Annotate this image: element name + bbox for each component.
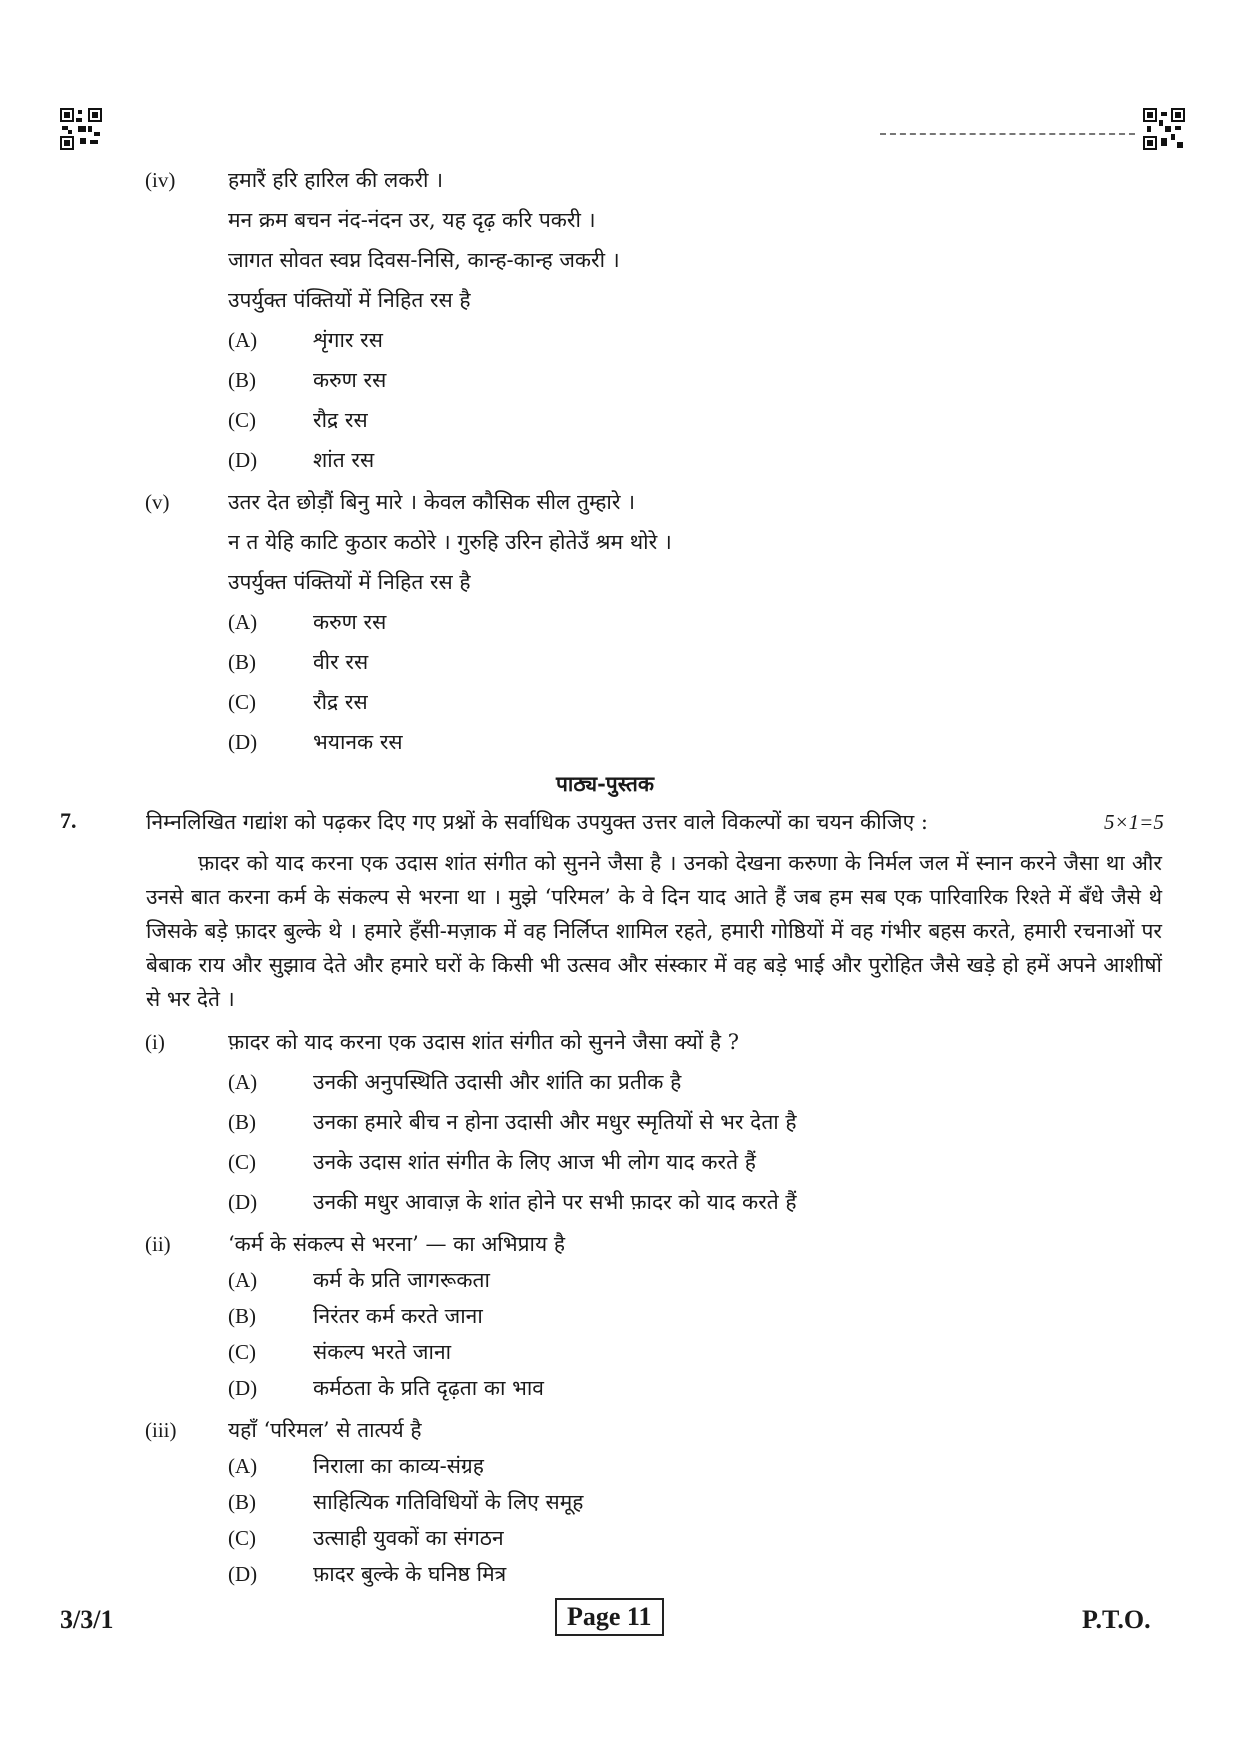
q7-iii-option-a-label: (A)	[228, 1454, 258, 1478]
q6-v-option-c-label: (C)	[228, 690, 256, 714]
q7-iii-option-d-label: (D)	[228, 1562, 258, 1586]
q7-iii-question: यहाँ ‘परिमल’ से तात्पर्य है	[228, 1418, 422, 1442]
q6-iv-option-b-label: (B)	[228, 368, 256, 392]
q7-instruction: निम्नलिखित गद्यांश को पढ़कर दिए गए प्रश्नों के सर्वाधिक उपयुक्त उत्तर वाले विकल्पों का चयन कीजिए :	[146, 810, 928, 834]
q6-iv-line-3: जागत सोवत स्वप्न दिवस-निसि, कान्ह-कान्ह जकरी ।	[228, 248, 620, 272]
qr-code-right	[1143, 108, 1185, 150]
q7-ii-option-c-text: संकल्प भरते जाना	[313, 1340, 452, 1364]
q6-iv-option-c-label: (C)	[228, 408, 256, 432]
q7-i-option-b-text: उनका हमारे बीच न होना उदासी और मधुर स्मृतियों से भर देता है	[313, 1110, 797, 1134]
q6-iv-line-2: मन क्रम बचन नंद-नंदन उर, यह दृढ़ करि पकरी ।	[228, 208, 596, 232]
q6-v-prompt: उपर्युक्त पंक्तियों में निहित रस है	[228, 570, 471, 594]
q6-v-line-1: उतर देत छोड़ौं बिनु मारे । केवल कौसिक सील तुम्हारे ।	[228, 490, 636, 514]
q6-v-label: (v)	[145, 490, 170, 514]
qr-code-left	[60, 108, 102, 150]
q7-iii-option-a-text: निराला का काव्य-संग्रह	[313, 1454, 484, 1478]
paper-code: 3/3/1	[60, 1605, 114, 1634]
q7-iii-label: (iii)	[145, 1418, 177, 1442]
pto-label: P.T.O.	[1082, 1605, 1151, 1634]
q7-number: 7.	[60, 808, 77, 833]
q7-i-label: (i)	[145, 1030, 165, 1054]
q7-i-option-c-text: उनके उदास शांत संगीत के लिए आज भी लोग याद करते हैं	[313, 1150, 756, 1174]
q7-i-option-a-text: उनकी अनुपस्थिति उदासी और शांति का प्रतीक है	[313, 1070, 682, 1094]
q6-v-option-b-label: (B)	[228, 650, 256, 674]
q6-v-line-2: न त येहि काटि कुठार कठोरे । गुरुहि उरिन होतेउँ श्रम थोरे ।	[228, 530, 672, 554]
q7-i-question: फ़ादर को याद करना एक उदास शांत संगीत को सुनने जैसा क्यों है ?	[228, 1030, 740, 1054]
q7-i-option-b-label: (B)	[228, 1110, 256, 1134]
q6-v-option-b-text: वीर रस	[313, 650, 369, 674]
q7-iii-option-b-label: (B)	[228, 1490, 256, 1514]
q6-iv-option-b-text: करुण रस	[313, 368, 387, 392]
q6-v-option-c-text: रौद्र रस	[313, 690, 368, 714]
q7-iii-option-b-text: साहित्यिक गतिविधियों के लिए समूह	[313, 1490, 584, 1514]
q6-iv-prompt: उपर्युक्त पंक्तियों में निहित रस है	[228, 288, 471, 312]
q7-iii-option-c-text: उत्साही युवकों का संगठन	[313, 1526, 504, 1550]
q7-ii-question: ‘कर्म के संकल्प से भरना’ — का अभिप्राय है	[228, 1232, 566, 1256]
section-heading: पाठ्य-पुस्तक	[556, 771, 654, 796]
q7-ii-option-a-label: (A)	[228, 1268, 258, 1292]
q7-i-option-c-label: (C)	[228, 1150, 256, 1174]
q7-iii-option-d-text: फ़ादर बुल्के के घनिष्ठ मित्र	[313, 1562, 507, 1586]
q6-v-option-d-text: भयानक रस	[313, 730, 403, 754]
q6-iv-option-c-text: रौद्र रस	[313, 408, 368, 432]
q6-iv-option-a-text: शृंगार रस	[313, 328, 383, 352]
q6-v-option-a-label: (A)	[228, 610, 258, 634]
q7-ii-option-a-text: कर्म के प्रति जागरूकता	[313, 1268, 490, 1292]
q6-iv-option-d-text: शांत रस	[313, 448, 375, 472]
q7-ii-option-b-text: निरंतर कर्म करते जाना	[313, 1304, 483, 1328]
q7-i-option-a-label: (A)	[228, 1070, 258, 1094]
q7-ii-option-b-label: (B)	[228, 1304, 256, 1328]
q7-marks: 5×1=5	[1104, 810, 1164, 834]
q6-iv-line-1: हमारैं हरि हारिल की लकरी ।	[228, 168, 444, 192]
header-dashed-line	[880, 133, 1135, 135]
q6-v-option-d-label: (D)	[228, 730, 258, 754]
q6-iv-label: (iv)	[145, 168, 176, 192]
q6-iv-option-d-label: (D)	[228, 448, 258, 472]
q7-iii-option-c-label: (C)	[228, 1526, 256, 1550]
q7-ii-label: (ii)	[145, 1232, 171, 1256]
q7-ii-option-d-text: कर्मठता के प्रति दृढ़ता का भाव	[313, 1376, 544, 1400]
q7-ii-option-d-label: (D)	[228, 1376, 258, 1400]
q6-v-option-a-text: करुण रस	[313, 610, 387, 634]
q7-passage: फ़ादर को याद करना एक उदास शांत संगीत को सुनने जैसा है । उनको देखना करुणा के निर्मल जल में स्नान करने जैसा था और उनसे बात करना कर्म के संकल्प से भरना था । मुझे ‘परिमल’ के वे दिन याद आते हैं जब हम सब एक पारिवारिक रिश्ते में बँधे जैसे थे जिसके बड़े फ़ादर बुल्के थे । हमारे हँसी-मज़ाक में वह निर्लिप्त शामिल रहते, हमारी गोष्ठियों में वह गंभीर बहस करते, हमारी रचनाओं पर बेबाक राय और सुझाव देते और हमारे घरों के किसी भी उत्सव और संस्कार में वह बड़े भाई और पुरोहित जैसे खड़े हो हमें अपने आशीषों से भर देते ।	[146, 851, 1162, 1011]
page-number: Page 11	[555, 1598, 664, 1636]
q7-i-option-d-label: (D)	[228, 1190, 258, 1214]
q7-ii-option-c-label: (C)	[228, 1340, 256, 1364]
q6-iv-option-a-label: (A)	[228, 328, 258, 352]
q7-i-option-d-text: उनकी मधुर आवाज़ के शांत होने पर सभी फ़ादर को याद करते हैं	[313, 1190, 797, 1214]
